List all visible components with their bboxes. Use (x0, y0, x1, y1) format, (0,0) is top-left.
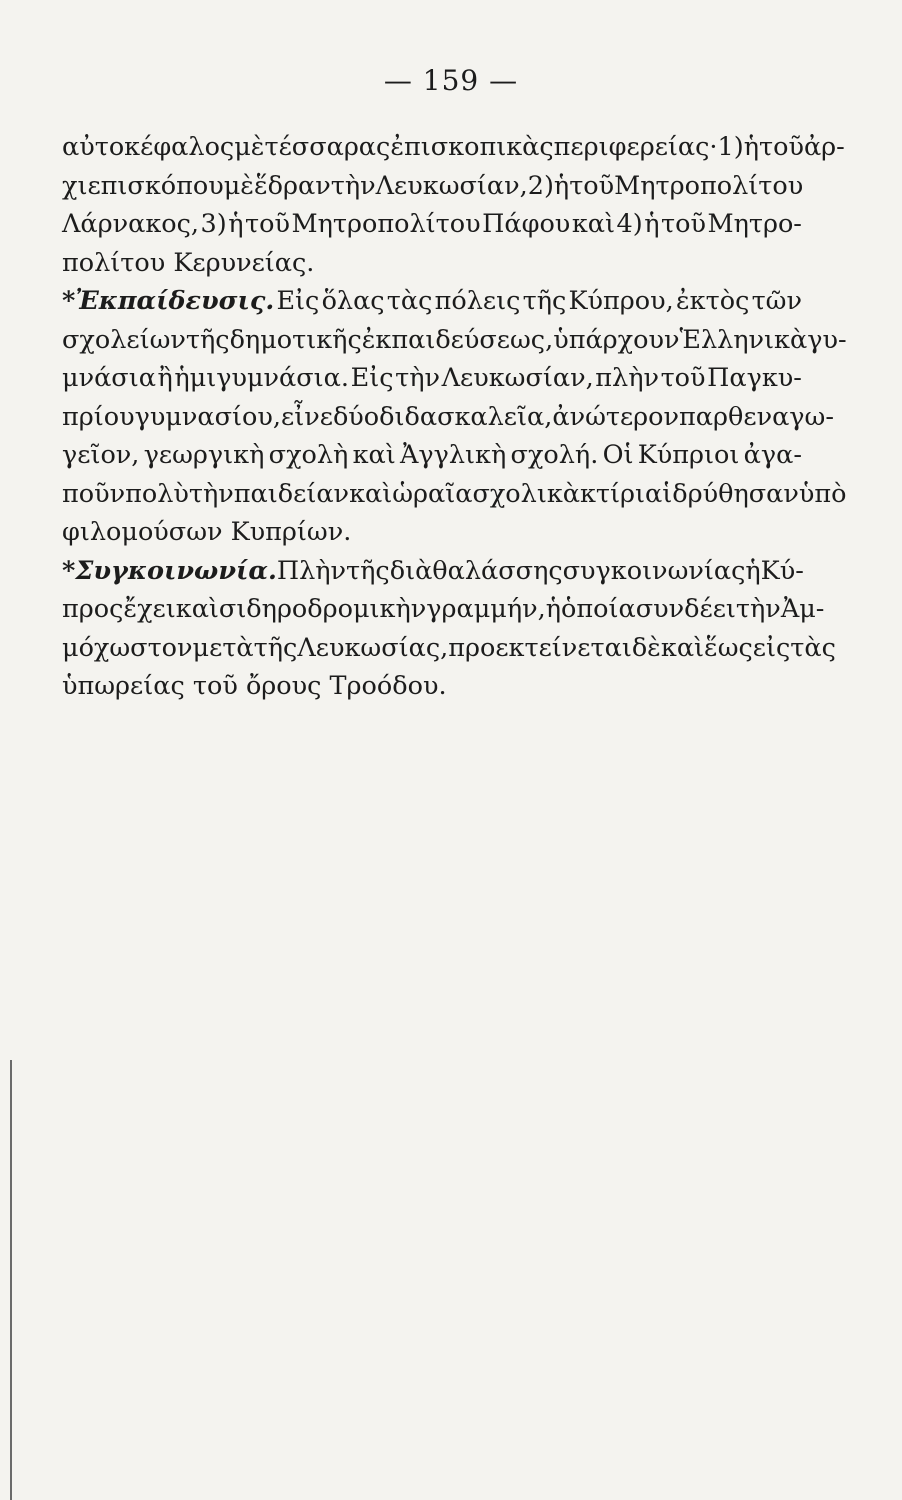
page-edge-shadow (10, 1060, 12, 1500)
word: πρίου (62, 401, 135, 432)
word: τὰς (386, 286, 433, 316)
word: Ἑλληνικὰ (679, 324, 808, 355)
word: μὲ (234, 132, 265, 162)
text-line (62, 321, 847, 360)
word: τοῦ (660, 363, 706, 393)
word: ἡ (743, 132, 759, 162)
word: ὅλας (321, 286, 385, 316)
word: διὰ (389, 555, 433, 586)
word: πόλεις (434, 286, 521, 316)
text-line (62, 244, 802, 283)
word: 1) (717, 132, 744, 162)
word: μετὰ (192, 632, 254, 663)
word: συγκοινωνίας (562, 555, 746, 586)
word: Μητρο- (707, 209, 802, 239)
word: ἀρ- (803, 132, 845, 162)
word: ἀγα- (743, 440, 802, 470)
word: τῆς (253, 632, 298, 663)
word: γεωργικὴ (143, 440, 265, 470)
word: διδασκαλεῖα, (379, 401, 553, 432)
word: δημοτικῆς (229, 324, 362, 355)
word: σχολικὰ (472, 478, 580, 509)
body-text (62, 128, 847, 706)
word: Ἀμ- (780, 594, 825, 624)
word: 4) (616, 209, 643, 239)
word: Μητροπολίτου (291, 209, 481, 239)
word: Λευκωσίαν, (441, 363, 594, 393)
word: τοῦ (758, 132, 804, 162)
text-line (62, 436, 802, 475)
word: τὴν (735, 594, 781, 624)
word: σχολὴ (268, 440, 349, 470)
word: ἐκτὸς (675, 286, 750, 316)
word: ὄρους (245, 671, 322, 701)
word: τὴν (395, 363, 440, 393)
word: χιεπισκόπου (62, 170, 224, 201)
text-line (62, 205, 802, 244)
word: Πλὴν (276, 555, 347, 586)
word: ὑπάρχουν (553, 324, 680, 355)
page-number: — 159 — (383, 64, 519, 97)
word: 2) (527, 170, 554, 201)
word: σιδηροδρομικὴν (218, 594, 427, 624)
word: εἰς (752, 632, 791, 663)
text-line (62, 552, 802, 591)
word: ἱδρύθησαν (662, 478, 799, 509)
word: κτίρια (579, 478, 663, 509)
word: σχολή. (510, 440, 599, 470)
word: τέσσαρας (264, 132, 391, 162)
word: Κυπρίων. (230, 517, 352, 547)
text-line (62, 667, 802, 706)
word: ἡ (745, 555, 761, 586)
word: ἐπισκοπικὰς (390, 132, 554, 162)
word: ποῦν (62, 478, 126, 509)
word: μόχωστον (62, 632, 193, 663)
word: Κύπριοι (637, 440, 740, 470)
word: τὰς (790, 632, 836, 663)
word: ἕδραν (254, 170, 331, 201)
word: γεῖον, (62, 440, 140, 470)
word: δὲ (631, 632, 661, 663)
word: ὑπὸ (798, 478, 847, 509)
word: Ἀγγλικὴ (400, 440, 507, 470)
word: ὡραῖα (392, 478, 473, 509)
word: ὁποία (561, 594, 636, 624)
word: προς (62, 594, 124, 624)
text-line (62, 629, 836, 668)
word: καὶ (175, 594, 219, 624)
word: Παγκυ- (707, 363, 802, 393)
word: Οἱ (602, 440, 634, 470)
word: καὶ (352, 440, 396, 470)
word: γυ- (807, 324, 847, 355)
word: ἕως (704, 632, 753, 663)
word: ὑπωρείας (62, 671, 185, 701)
word: Πάφου (482, 209, 571, 239)
text-line (62, 359, 802, 398)
word: ἢ (157, 363, 173, 393)
word: δύο (332, 401, 380, 432)
word: εἶνε (281, 401, 333, 432)
text-line (62, 513, 802, 552)
word: Τροόδου. (329, 671, 447, 701)
word: Λευκωσίαν, (375, 170, 528, 201)
word: τῶν (751, 286, 802, 316)
text-line (62, 475, 847, 514)
word: ἡ (644, 209, 660, 239)
word: παιδείαν (233, 478, 350, 509)
word: Κύ- (760, 555, 804, 586)
word: προεκτείνεται (448, 632, 632, 663)
word: παρθεναγω- (679, 401, 834, 432)
word: περιφερείας· (553, 132, 718, 162)
word: τὴν (330, 170, 376, 201)
word: ἡμιγυμνάσια. (174, 363, 350, 393)
word: πολίτου (62, 247, 166, 278)
text-line (62, 398, 834, 437)
word: ἐκπαιδεύσεως, (361, 324, 554, 355)
word: τῆς (522, 286, 567, 316)
word: τοῦ (569, 170, 615, 201)
word: ἀνώτερον (552, 401, 680, 432)
word: γραμμήν, (426, 594, 546, 624)
word: καὶ (571, 209, 615, 239)
word: Εἰς (276, 286, 320, 316)
word: γυμνασίου, (134, 401, 282, 432)
word: τοῦ (192, 671, 238, 701)
section-heading-communication: *Συγκοινωνία. (62, 555, 277, 586)
word: μνάσια (62, 363, 156, 393)
word: καὶ (349, 478, 393, 509)
word: Κύπρου, (568, 286, 674, 316)
word: Λευκωσίας, (297, 632, 449, 663)
word: ἡ (553, 170, 570, 201)
word: Εἰς (350, 363, 394, 393)
word: σχολείων (62, 324, 186, 355)
word: πολὺ (125, 478, 189, 509)
word: 3) (200, 209, 227, 239)
word: Μητροπολίτου (614, 170, 804, 201)
word: τῆς (346, 555, 390, 586)
word: μὲ (223, 170, 254, 201)
word: θαλάσσης (432, 555, 563, 586)
word: αὐτοκέφαλος (62, 132, 235, 162)
word: καὶ (660, 632, 705, 663)
text-line (62, 282, 802, 321)
word: φιλομούσων (62, 517, 223, 547)
word: τὴν (188, 478, 234, 509)
word: τῆς (185, 324, 230, 355)
section-heading-education: *Ἐκπαίδευσις. (62, 286, 275, 316)
word: ἡ (545, 594, 562, 624)
text-line (62, 167, 802, 206)
word: συνδέει (635, 594, 736, 624)
word: ἡ (228, 209, 244, 239)
word: ἔχει (123, 594, 176, 624)
text-line (62, 590, 825, 629)
word: πλὴν (595, 363, 659, 393)
word: τοῦ (660, 209, 706, 239)
word: τοῦ (245, 209, 291, 239)
text-line (62, 128, 845, 167)
word: Κερυνείας. (173, 247, 315, 278)
word: Λάρνακος, (62, 209, 200, 239)
